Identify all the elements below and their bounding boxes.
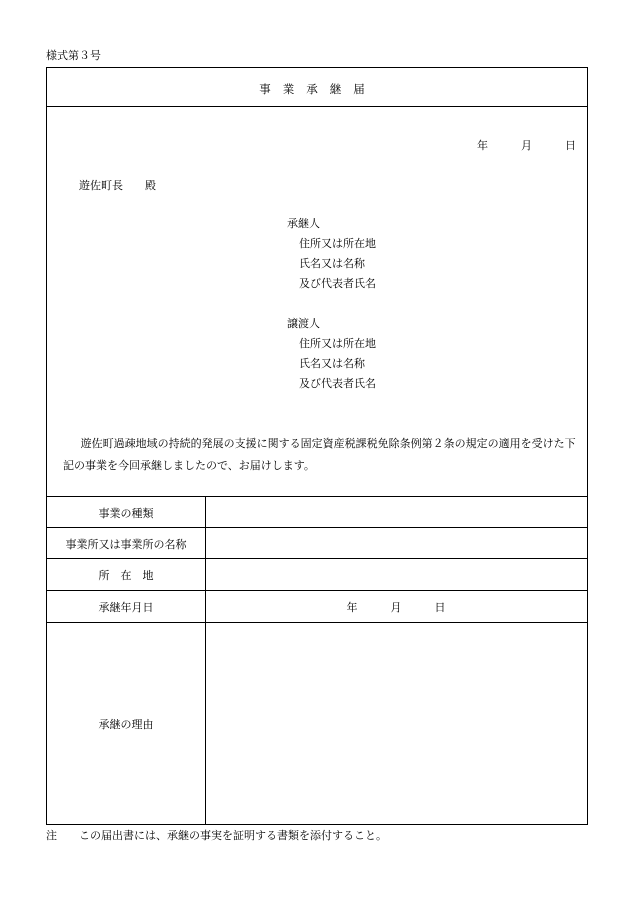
date-month: 月 bbox=[521, 139, 532, 152]
date-year: 年 bbox=[477, 139, 488, 152]
row-location-label: 所 在 地 bbox=[98, 569, 154, 582]
form-title: 事業承継届 bbox=[259, 82, 377, 96]
row-divider-2 bbox=[47, 558, 587, 559]
declaration-text: 遊佐町過疎地域の持続的発展の支援に関する固定資産税課税免除条例第２条の規定の適用を受けた下記の事業を今回承継しましたので、お届けします。 bbox=[63, 437, 576, 472]
row-divider-3 bbox=[47, 590, 587, 591]
title-divider bbox=[47, 106, 587, 107]
transferor-label: 譲渡人 bbox=[287, 317, 320, 330]
form-number: 様式第３号 bbox=[46, 49, 101, 62]
table-column-divider bbox=[205, 496, 206, 824]
row-office-name-label: 事業所又は事業所の名称 bbox=[65, 538, 187, 551]
date-line bbox=[477, 140, 576, 151]
row-business-type-label: 事業の種類 bbox=[98, 507, 154, 520]
successor-address: 住所又は所在地 bbox=[299, 237, 376, 250]
footnote: 注 この届出書には、承継の事実を証明する書類を添付すること。 bbox=[46, 829, 387, 842]
transferor-address: 住所又は所在地 bbox=[299, 337, 376, 350]
successor-label: 承継人 bbox=[287, 217, 320, 230]
successor-name: 氏名又は名称 bbox=[299, 257, 365, 270]
successor-representative: 及び代表者氏名 bbox=[299, 277, 376, 290]
date-day: 日 bbox=[565, 139, 576, 152]
row-succession-reason-label: 承継の理由 bbox=[98, 718, 154, 731]
table-top-border bbox=[47, 496, 587, 497]
row-divider-1 bbox=[47, 527, 587, 528]
addressee: 遊佐町長 殿 bbox=[79, 179, 156, 192]
row-succession-date-value: 年 月 日 bbox=[346, 601, 446, 614]
row-divider-4 bbox=[47, 622, 587, 623]
form-frame bbox=[46, 67, 588, 825]
transferor-representative: 及び代表者氏名 bbox=[299, 377, 376, 390]
transferor-name: 氏名又は名称 bbox=[299, 357, 365, 370]
row-succession-date-label: 承継年月日 bbox=[98, 601, 154, 614]
